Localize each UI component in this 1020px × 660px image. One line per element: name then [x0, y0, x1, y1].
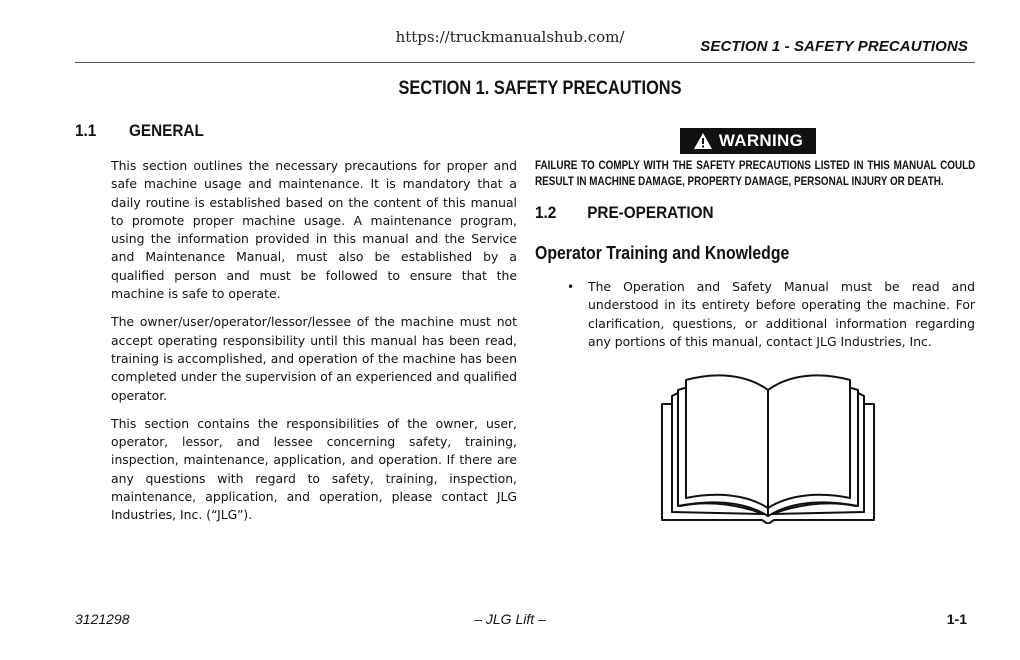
- heading-number: 1.2: [535, 203, 557, 222]
- bullet-symbol: •: [567, 280, 575, 294]
- warning-triangle-icon: [693, 132, 713, 150]
- subheading-operator-training: Operator Training and Knowledge: [535, 243, 790, 263]
- page-number: 1-1: [946, 611, 967, 627]
- paragraph: This section outlines the necessary precautions for proper and safe machine usage and maintenance. It is mandatory that a daily routine is established based on the content of this manual to promote proper machine usage. A maintenance program, using the information provided in this manual and the Service and Maintenance Manual, must also be established by a qualified person and must be followed to ensure that the machine is safe to operate.: [111, 158, 517, 302]
- list-item-text: The Operation and Safety Manual must be read and understood in its entirety before operating the machine. For clarification, questions, or additional information regarding any portions of this manual, contact JLG Industries, Inc.: [588, 279, 975, 349]
- open-book-icon: [660, 372, 876, 524]
- paragraph: This section contains the responsibilities of the owner, user, operator, lessor, and lessee concerning safety, training, inspection, maintenance, application, and operation. If there are any questions with regard to safety, training, inspection, maintenance, application, and operation, please contact JLG Industries, Inc. (“JLG”).: [111, 415, 517, 523]
- paragraph: The owner/user/operator/lessor/lessee of the machine must not accept operating responsibility until this manual has been read, training is accomplished, and operation of the machine has been completed under the supervision of an experienced and qualified operator.: [111, 314, 517, 403]
- heading-general: [75, 121, 204, 141]
- heading-text: PRE-OPERATION: [587, 203, 714, 222]
- warning-label: WARNING: [718, 131, 804, 150]
- heading-text: GENERAL: [129, 121, 204, 140]
- warning-text: FAILURE TO COMPLY WITH THE SAFETY PRECAUTIONS LISTED IN THIS MANUAL COULD RESULT IN MACHINE DAMAGE, PROPERTY DAMAGE, PERSONAL INJURY OR DEATH.: [535, 160, 976, 188]
- section-title: SECTION 1. SAFETY PRECAUTIONS: [398, 78, 682, 99]
- list-item: [567, 278, 975, 351]
- header-rule: [75, 62, 975, 63]
- running-head: SECTION 1 - SAFETY PRECAUTIONS: [700, 38, 968, 55]
- doc-number: 3121298: [75, 611, 130, 627]
- warning-banner: [680, 128, 816, 154]
- heading-pre-operation: [535, 203, 714, 223]
- heading-number: 1.1: [75, 121, 97, 140]
- footer-brand: – JLG Lift –: [474, 611, 546, 627]
- general-body: [111, 157, 517, 535]
- source-url: https://truckmanualshub.com/: [395, 28, 625, 46]
